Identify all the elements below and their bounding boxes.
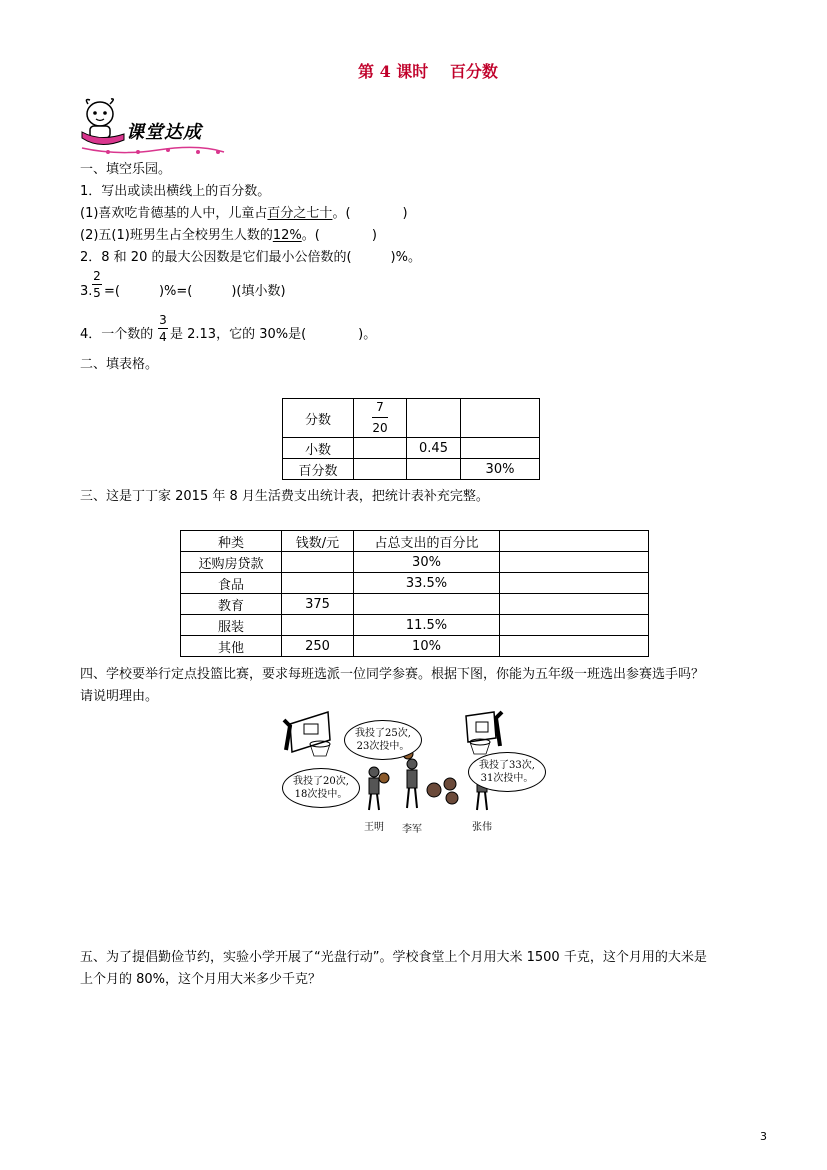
- q1a-blank[interactable]: 。( ): [332, 206, 408, 221]
- q4-fraction-numerator: 3: [159, 313, 167, 327]
- table-row: [283, 438, 540, 459]
- page-number: 3: [760, 1130, 767, 1143]
- row-label: 教育: [181, 594, 282, 615]
- q1b-underlined: 12%: [272, 228, 302, 243]
- table-cell[interactable]: [354, 438, 407, 459]
- bubble-wangming-line2: 18次投中。: [294, 789, 348, 800]
- basketball-illustration: [280, 706, 550, 834]
- question-1a: [80, 207, 408, 220]
- table-cell: 250: [282, 636, 354, 657]
- column-header: 占总支出的百分比: [354, 531, 500, 552]
- row-label: 还购房贷款: [181, 552, 282, 573]
- bubble-lijun-line1: 我投了25次,: [355, 728, 411, 739]
- table-cell[interactable]: [407, 459, 461, 480]
- question-1b: [80, 229, 377, 242]
- table-row: [283, 459, 540, 480]
- column-header: [500, 531, 649, 552]
- expense-table: [180, 530, 649, 657]
- table-cell[interactable]: [500, 573, 649, 594]
- section5-line1: 五、为了提倡勤俭节约，实验小学开展了“光盘行动”。学校食堂上个月用大米 1500 千克，这个月用的大米是: [80, 950, 707, 965]
- row-label-percent: 百分数: [283, 459, 354, 480]
- row-label-decimal: 小数: [283, 438, 354, 459]
- q1b-blank[interactable]: 。( ): [301, 228, 377, 243]
- fraction-cell: [354, 399, 407, 438]
- question-2[interactable]: 2．8 和 20 的最大公因数是它们最小公倍数的( )%。: [80, 250, 421, 265]
- section5-line2: 上个月的 80%，这个月用大米多少千克？: [80, 972, 322, 987]
- section4-line1: 四、学校要举行定点投篮比赛，要求每班选派一位同学参赛。根据下图，你能为五年级一班选出参赛选手吗？: [80, 667, 705, 682]
- question-1: 1．写出或读出横线上的百分数。: [80, 184, 271, 199]
- row-label: 食品: [181, 573, 282, 594]
- table-row: [181, 594, 649, 615]
- q4-fraction-denominator: 4: [159, 330, 167, 344]
- table-cell: 0.45: [407, 438, 461, 459]
- table-cell: 33.5%: [354, 573, 500, 594]
- table-cell: 11.5%: [354, 615, 500, 636]
- bubble-zhangwei-line2: 31次投中。: [480, 773, 534, 784]
- table-cell[interactable]: [282, 615, 354, 636]
- table-cell[interactable]: [461, 399, 540, 438]
- table-cell[interactable]: [282, 573, 354, 594]
- banner-vine-decoration: [78, 142, 228, 158]
- section4-line2: 请说明理由。: [80, 689, 159, 704]
- question-4-post[interactable]: 是 2.13，它的 30%是( )。: [170, 327, 377, 342]
- player-name-lijun: 李军: [402, 824, 422, 835]
- column-header: 种类: [181, 531, 282, 552]
- page-title: 第 4 课时 百分数: [358, 62, 498, 81]
- fraction-numerator: 7: [376, 400, 384, 414]
- question-4-pre: 4．一个数的: [80, 327, 154, 342]
- table-cell[interactable]: [500, 615, 649, 636]
- table-cell: 10%: [354, 636, 500, 657]
- table-cell[interactable]: [500, 636, 649, 657]
- section3-heading: 三、这是丁丁家 2015 年 8 月生活费支出统计表，把统计表补充完整。: [80, 489, 489, 504]
- table-cell[interactable]: [461, 438, 540, 459]
- speech-bubble-zhangwei: [468, 752, 546, 792]
- player-name-zhangwei: 张伟: [472, 822, 492, 833]
- table-row: [283, 399, 540, 438]
- row-label-fraction: 分数: [283, 399, 354, 438]
- bubble-zhangwei-line1: 我投了33次,: [479, 760, 535, 771]
- column-header: 钱数/元: [282, 531, 354, 552]
- section2-heading: 二、填表格。: [80, 357, 159, 372]
- table-cell: 30%: [461, 459, 540, 480]
- bubble-lijun-line2: 23次投中。: [356, 741, 410, 752]
- table-row: [181, 573, 649, 594]
- bubble-wangming-line1: 我投了20次,: [293, 776, 349, 787]
- table-row: [181, 552, 649, 573]
- table-cell: 30%: [354, 552, 500, 573]
- table-cell[interactable]: [282, 552, 354, 573]
- q3-fraction-denominator: 5: [93, 286, 101, 300]
- table-cell[interactable]: [407, 399, 461, 438]
- banner-title: 课堂达成: [126, 122, 202, 143]
- table-cell[interactable]: [354, 459, 407, 480]
- q1a-underlined: 百分之七十: [267, 206, 333, 221]
- q1b-text: (2)五(1)班男生占全校男生人数的: [80, 228, 273, 243]
- section-banner: [78, 96, 228, 158]
- table-row: [181, 615, 649, 636]
- player-name-wangming: 王明: [364, 822, 384, 833]
- speech-bubble-lijun: [344, 720, 422, 760]
- table-cell[interactable]: [500, 594, 649, 615]
- table-header-row: [181, 531, 649, 552]
- table-row: [181, 636, 649, 657]
- table-cell[interactable]: [354, 594, 500, 615]
- question-3-number: 3.: [80, 284, 93, 299]
- fraction-denominator: 20: [372, 421, 388, 435]
- speech-bubble-wangming: [282, 768, 360, 808]
- q4-fraction: [158, 314, 168, 343]
- row-label: 服装: [181, 615, 282, 636]
- table-cell[interactable]: [500, 552, 649, 573]
- q3-fraction-numerator: 2: [93, 269, 101, 283]
- row-label: 其他: [181, 636, 282, 657]
- table-cell: 375: [282, 594, 354, 615]
- fill-table: [282, 398, 540, 480]
- section1-heading: 一、填空乐园。: [80, 162, 172, 177]
- q3-fraction: [92, 270, 102, 299]
- q1a-text: (1)喜欢吃肯德基的人中，儿童占: [80, 206, 268, 221]
- question-3-rest[interactable]: =( )%=( )(填小数): [104, 284, 286, 299]
